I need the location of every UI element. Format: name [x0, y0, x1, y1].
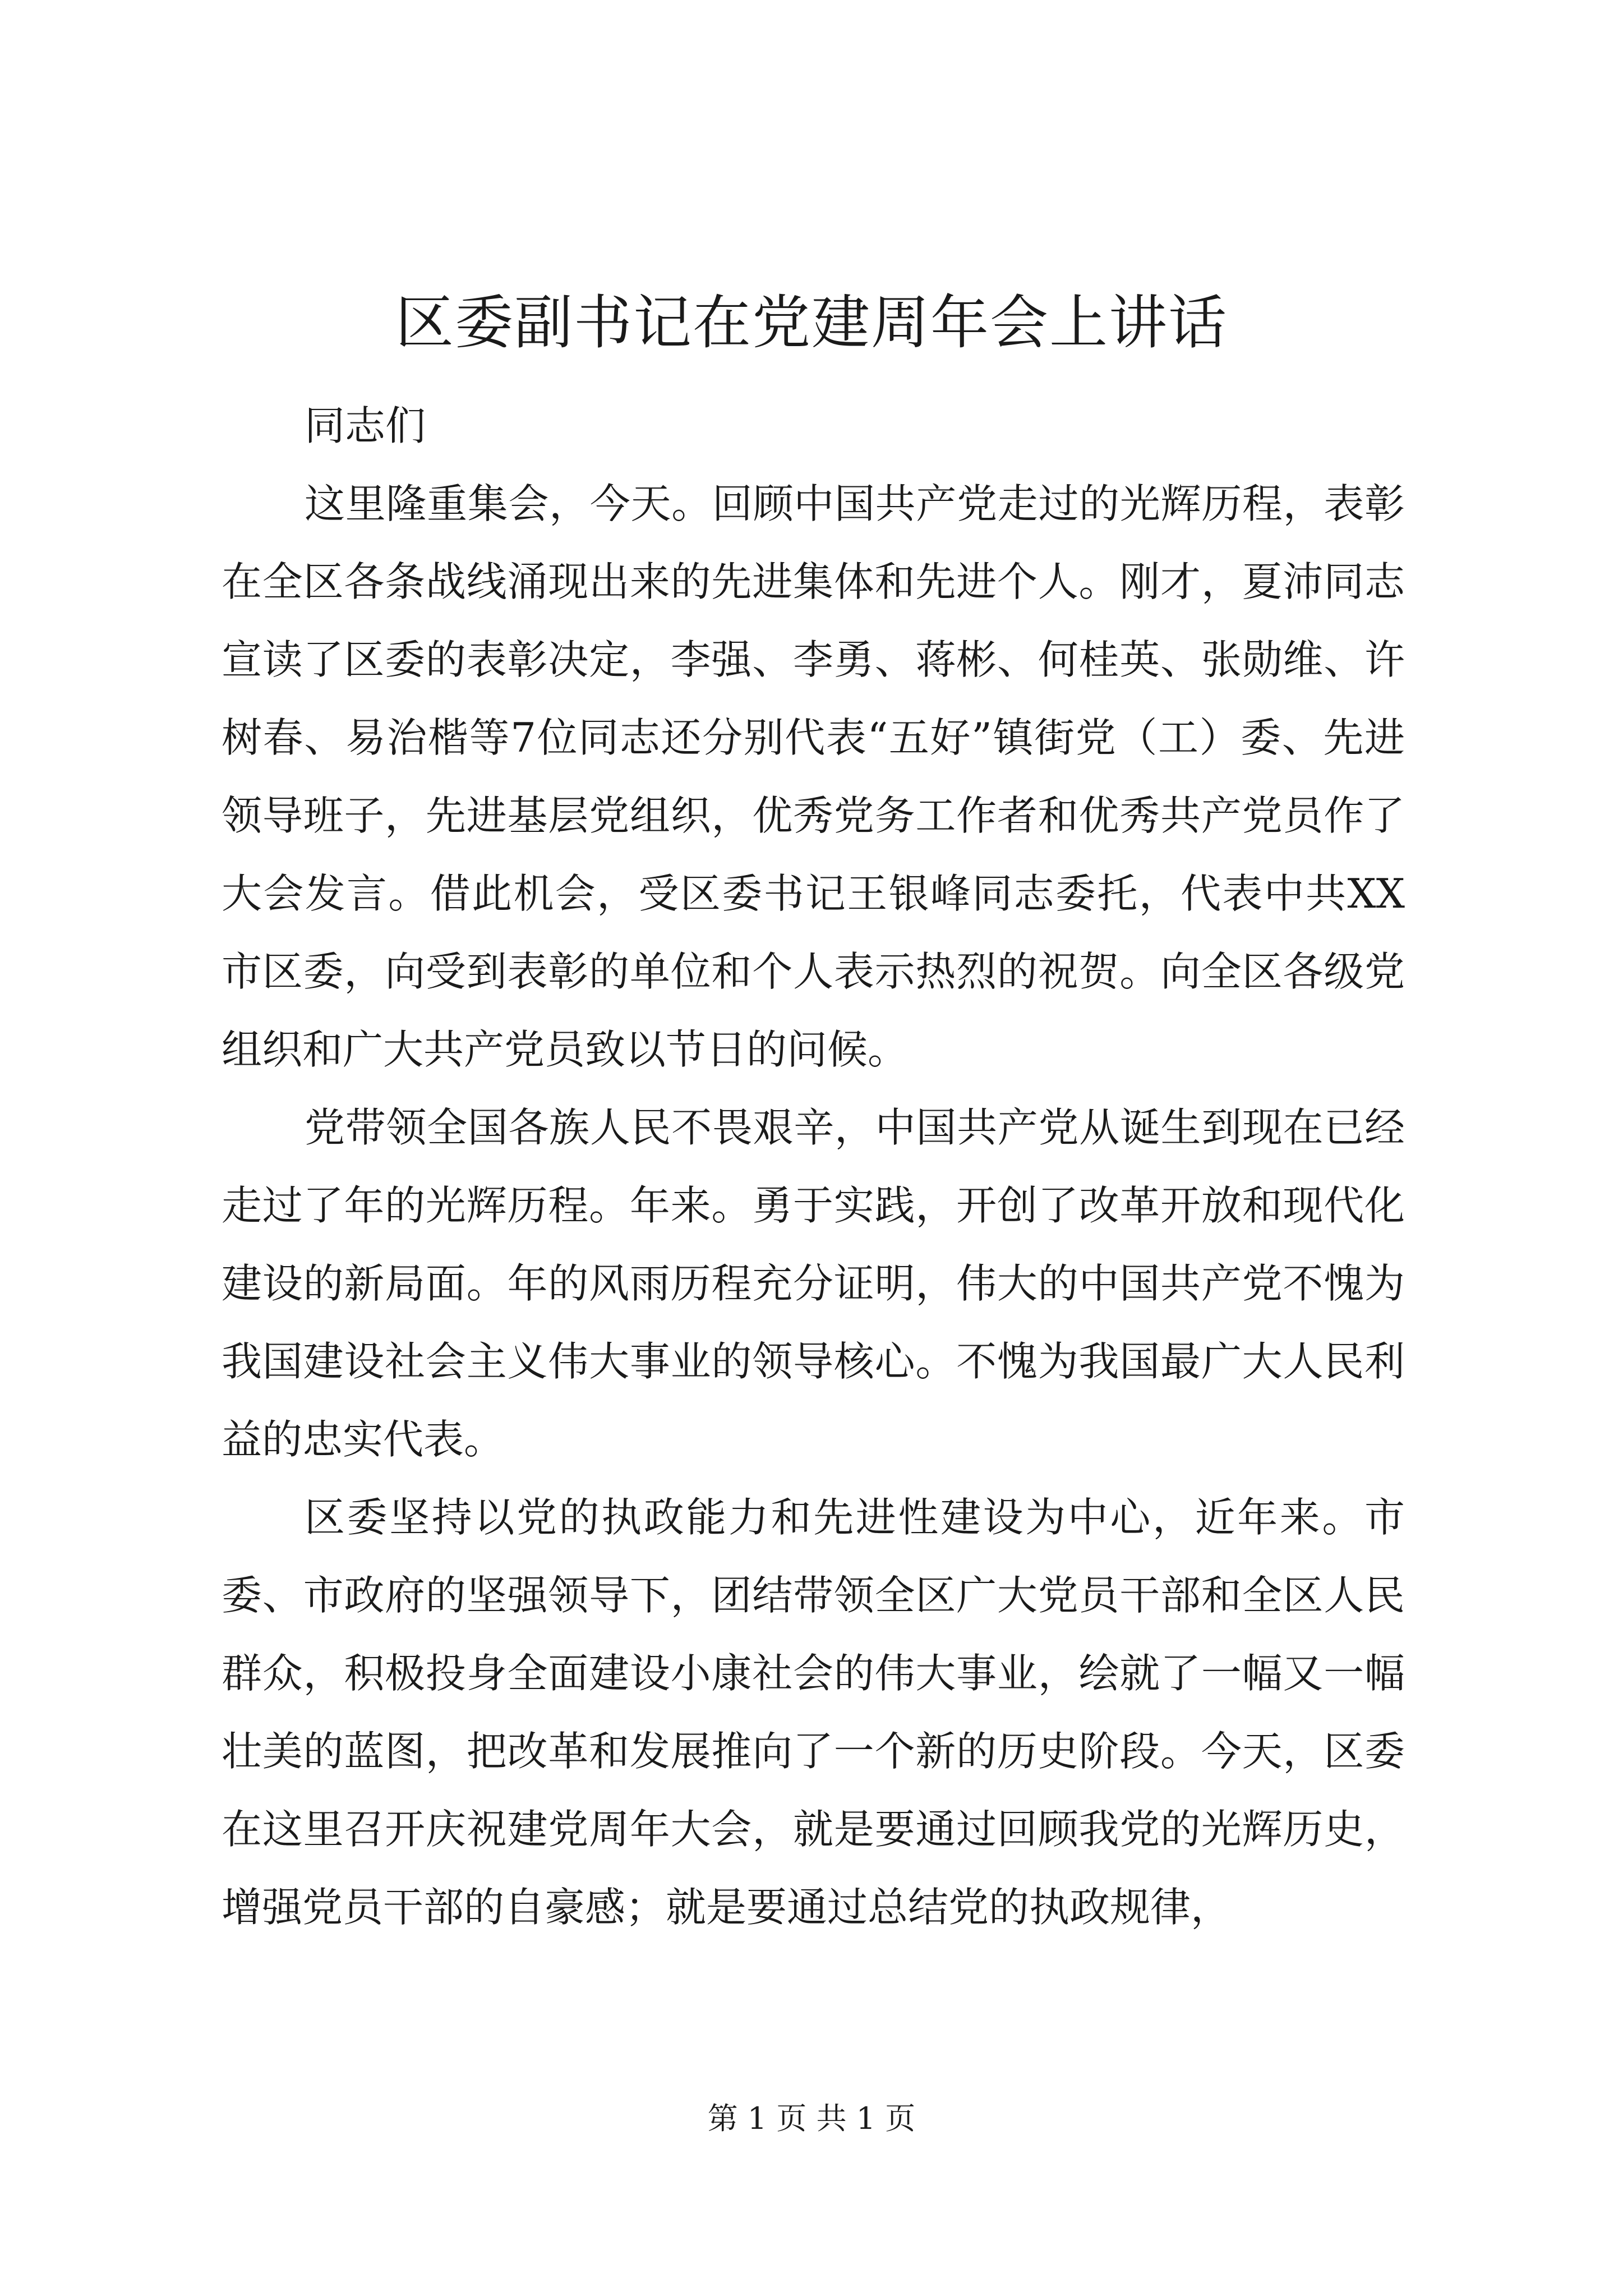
document-title: 区委副书记在党建周年会上讲话	[395, 288, 1228, 357]
paragraph-3: 区委坚持以党的执政能力和先进性建设为中心，近年来。市委、市政府的坚强领导下，团结带领全区广大党员干部和全区人民群众，积极投身全面建设小康社会的伟大事业，绘就了一幅又一幅壮美的蓝图，把改革和发展推向了一个新的历史阶段。今天，区委在这里召开庆祝建党周年大会，就是要通过回顾我党的光辉历史，增强党员干部的自豪感；就是要通过总结党的执政规律，	[222, 1494, 1405, 1931]
paragraph-1: 这里隆重集会，今天。回顾中国共产党走过的光辉历程，表彰在全区各条战线涌现出来的先进集体和先进个人。刚才，夏沛同志宣读了区委的表彰决定，李强、李勇、蒋彬、何桂英、张勋维、许树春、易治楷等7位同志还分别代表“五好”镇街党（工）委、先进领导班子，先进基层党组织，优秀党务工作者和优秀共产党员作了大会发言。借此机会，受区委书记王银峰同志委托，代表中共XX市区委，向受到表彰的单位和个人表示热烈的祝贺。向全区各级党组织和广大共产党员致以节日的问候。	[222, 480, 1405, 1073]
page-number-footer: 第 1 页 共 1 页	[707, 2101, 916, 2136]
document-body	[222, 387, 1405, 1947]
salutation: 同志们	[305, 402, 426, 449]
paragraph-2: 党带领全国各族人民不畏艰辛，中国共产党从诞生到现在已经走过了年的光辉历程。年来。勇于实践，开创了改革开放和现代化建设的新局面。年的风雨历程充分证明，伟大的中国共产党不愧为我国建设社会主义伟大事业的领导核心。不愧为我国最广大人民利益的忠实代表。	[222, 1104, 1405, 1463]
